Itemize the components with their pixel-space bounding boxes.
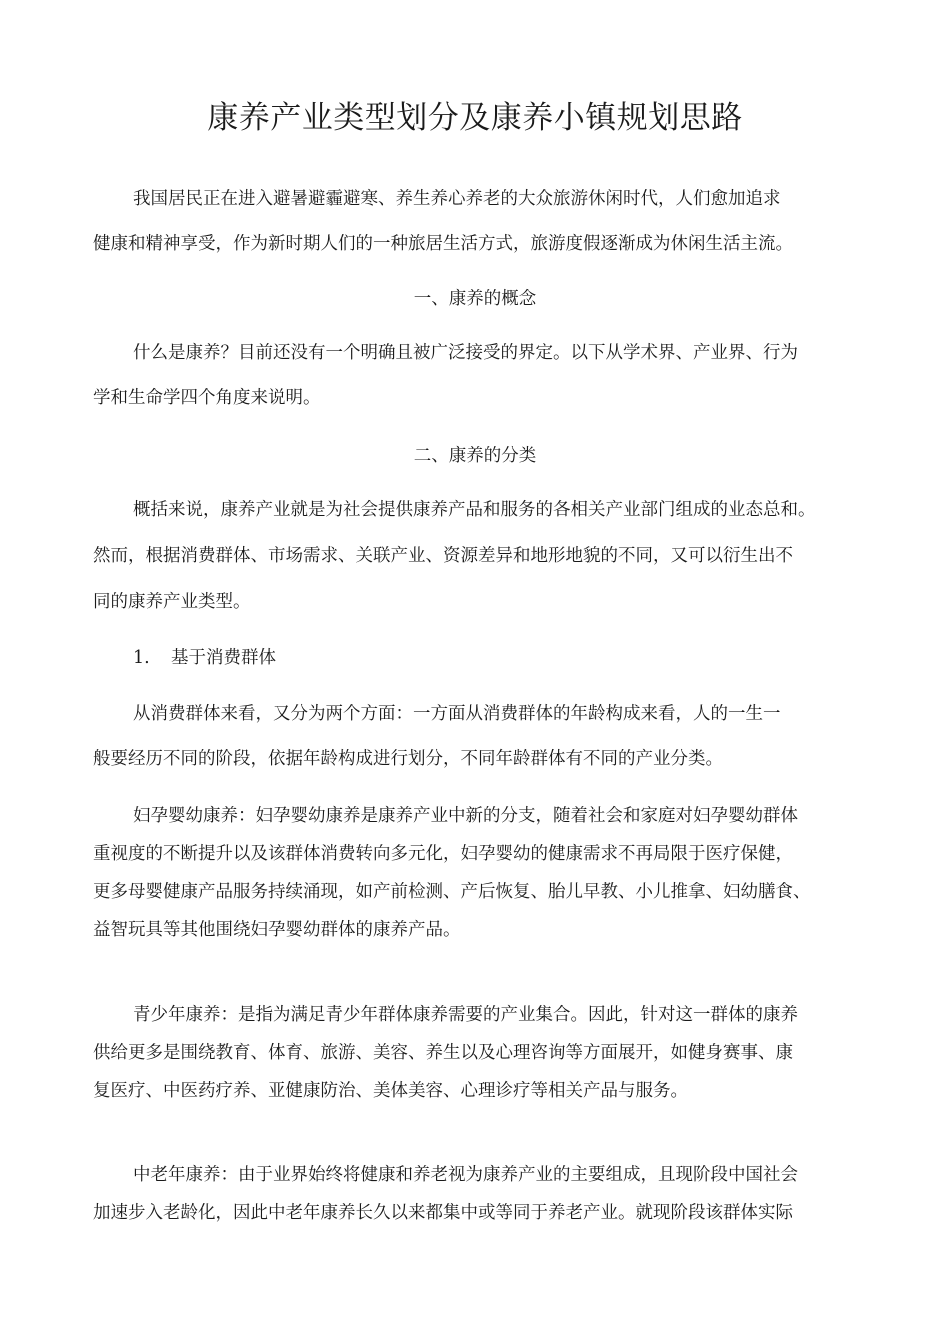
concept-line-1: 什么是康养？目前还没有一个明确且被广泛接受的界定。以下从学术界、产业界、行为 <box>133 343 798 363</box>
subsection-heading: 基于消费群体 <box>171 648 276 668</box>
intro-line-2: 健康和精神享受，作为新时期人们的一种旅居生活方式，旅游度假逐渐成为休闲生活主流。 <box>93 234 793 254</box>
maternal-line-2: 重视度的不断提升以及该群体消费转向多元化，妇孕婴幼的健康需求不再局限于医疗保健， <box>93 844 793 864</box>
maternal-line-1: 妇孕婴幼康养：妇孕婴幼康养是康养产业中新的分支，随着社会和家庭对妇孕婴幼群体 <box>133 806 798 826</box>
subsection-number: 1. <box>133 648 150 668</box>
classification-line-1: 概括来说，康养产业就是为社会提供康养产品和服务的各相关产业部门组成的业态总和。 <box>133 500 816 520</box>
intro-line-1: 我国居民正在进入避暑避霾避寒、养生养心养老的大众旅游休闲时代，人们愈加追求 <box>133 189 781 209</box>
maternal-line-4: 益智玩具等其他围绕妇孕婴幼群体的康养产品。 <box>93 920 461 940</box>
youth-line-3: 复医疗、中医药疗养、亚健康防治、美体美容、心理诊疗等相关产品与服务。 <box>93 1081 688 1101</box>
youth-line-1: 青少年康养：是指为满足青少年群体康养需要的产业集合。因此，针对这一群体的康养 <box>133 1005 798 1025</box>
youth-line-2: 供给更多是围绕教育、体育、旅游、美容、养生以及心理咨询等方面展开，如健身赛事、康 <box>93 1043 793 1063</box>
section-heading-classification: 二、康养的分类 <box>413 446 537 466</box>
section-heading-concept: 一、康养的概念 <box>413 289 537 309</box>
document-title: 康养产业类型划分及康养小镇规划思路 <box>207 100 743 136</box>
maternal-line-3: 更多母婴健康产品服务持续涌现，如产前检测、产后恢复、胎儿早教、小儿推拿、妇幼膳食、 <box>93 882 811 902</box>
concept-line-2: 学和生命学四个角度来说明。 <box>93 388 321 408</box>
consumer-line-1: 从消费群体来看，又分为两个方面：一方面从消费群体的年龄构成来看，人的一生一 <box>133 704 781 724</box>
elderly-line-2: 加速步入老龄化，因此中老年康养长久以来都集中或等同于养老产业。就现阶段该群体实际 <box>93 1203 793 1223</box>
classification-line-3: 同的康养产业类型。 <box>93 592 251 612</box>
consumer-line-2: 般要经历不同的阶段，依据年龄构成进行划分，不同年龄群体有不同的产业分类。 <box>93 749 723 769</box>
classification-line-2: 然而，根据消费群体、市场需求、关联产业、资源差异和地形地貌的不同，又可以衍生出不 <box>93 546 793 566</box>
elderly-line-1: 中老年康养：由于业界始终将健康和养老视为康养产业的主要组成，且现阶段中国社会 <box>133 1165 798 1185</box>
